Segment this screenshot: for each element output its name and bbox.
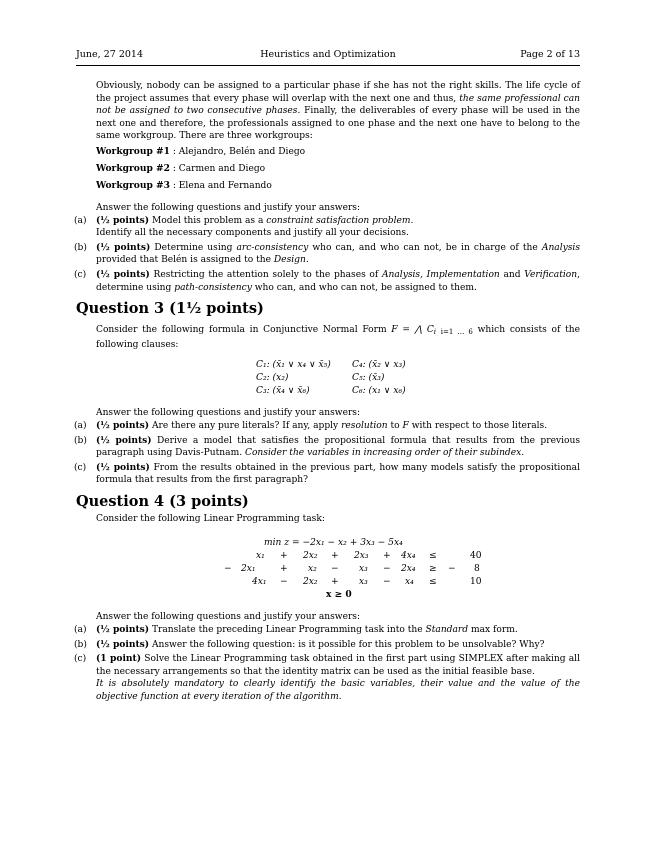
- workgroup-list: [96, 143, 580, 194]
- lp-term: x₂: [308, 564, 317, 575]
- header-rule: [76, 65, 580, 66]
- lp-term: 8: [474, 564, 480, 575]
- text: Restricting the attention solely to the phases of: [149, 269, 382, 280]
- text: Translate the preceding Linear Programming task into the: [149, 625, 426, 636]
- italic-text: Consider the variables in increasing order of their subindex.: [244, 448, 525, 459]
- answer-prompt: Answer the following questions and justify your answers:: [96, 202, 361, 213]
- lp-term: x₁: [256, 551, 265, 562]
- q4-part-a: [74, 624, 580, 637]
- part-label: (a): [74, 215, 87, 226]
- text: .: [305, 255, 309, 266]
- answer-prompt: Answer the following questions and justify your answers:: [96, 408, 361, 419]
- q4-intro: Consider the following Linear Programming task:: [96, 513, 325, 524]
- text: From the results obtained in the previous part, how many models satisfy the propositional formula that results from the first paragraph?: [96, 462, 580, 486]
- lp-term: 2x₁: [241, 564, 256, 575]
- q4-part-b: [74, 638, 580, 652]
- part-label: (b): [74, 242, 87, 253]
- workgroup-members: : Alejandro, Belén and Diego: [169, 146, 306, 157]
- points: (½ points): [96, 419, 150, 431]
- lp-term: ≤: [429, 577, 437, 588]
- workgroup-label: Workgroup #1: [96, 145, 170, 157]
- formula-subscript: i: [433, 328, 437, 337]
- clause: C₁: (x̄₁ ∨ x₄ ∨ x̄₅): [256, 360, 331, 371]
- italic-text: arc-consistency: [236, 242, 309, 253]
- lp-term: 4x₁: [252, 577, 267, 588]
- part-label: (a): [74, 625, 87, 636]
- clause: C₃: (x̄₄ ∨ x̄₆): [256, 386, 310, 397]
- italic-text: Analysis: [541, 242, 581, 253]
- points: (1 point): [96, 653, 142, 665]
- lp-term: +: [280, 551, 288, 562]
- lp-term: 4x₄: [401, 551, 416, 562]
- clause: C₅: (x̄₃): [352, 373, 385, 384]
- lp-term: −: [383, 577, 391, 588]
- lp-term: x₄: [405, 577, 414, 588]
- intro-text-1: Obviously, nobody can be assigned to a particular phase if she has not the right skills. The life cycle of the project assumes that every phase will overlap with the next one and thus,: [96, 81, 580, 104]
- q3-subquestions: [74, 419, 580, 487]
- q2-part-a: [74, 214, 580, 240]
- q2-part-c: [74, 268, 580, 294]
- text: with respect to those literals.: [408, 420, 548, 431]
- workgroup-members: : Carmen and Diego: [169, 163, 266, 174]
- points: (½ points): [96, 434, 152, 446]
- clause: C₆: (x₁ ∨ x₆): [352, 386, 406, 397]
- points: (½ points): [96, 638, 150, 650]
- italic-text: Verification: [524, 269, 578, 280]
- text: max form.: [468, 625, 518, 636]
- lp-term: +: [280, 564, 288, 575]
- lp-term: +: [383, 551, 391, 562]
- lp-objective: min z = −2x₁ − x₂ + 3x₃ − 5x₄: [264, 538, 403, 549]
- text: who can, and who can not, be assigned to them.: [251, 282, 477, 293]
- header-page-number: Page 2 of 13: [520, 49, 580, 60]
- intro-paragraph: [96, 80, 580, 143]
- intro-text-2: . Finally, the deliverables of every phase will be used in the next one and therefore, the professionals assigned to one phase and the next one have to belong to the same workgroup. There are three workgroups:: [96, 106, 580, 142]
- header-title: Heuristics and Optimization: [260, 49, 396, 60]
- text: to: [387, 420, 403, 431]
- points: (½ points): [96, 461, 150, 473]
- points: (½ points): [96, 241, 151, 253]
- lp-term: −: [448, 564, 456, 575]
- text: and: [499, 269, 525, 280]
- text: , determine using: [96, 269, 580, 293]
- question-4-heading: Question 4 (3 points): [76, 492, 249, 510]
- lp-term: 2x₄: [401, 564, 416, 575]
- lp-term: −: [280, 577, 288, 588]
- points: (½ points): [96, 624, 150, 636]
- clause: C₄: (x̄₂ ∨ x₃): [352, 360, 406, 371]
- part-label: (c): [74, 462, 87, 473]
- q4-part-c: [74, 653, 580, 703]
- clause: C₂: (x₂): [256, 373, 289, 384]
- text: Are there any pure literals? If any, apply: [149, 420, 342, 431]
- lp-term: 2x₃: [354, 551, 369, 562]
- text: which consists of the following clauses:: [96, 325, 580, 350]
- intro-italic: the same professional can not be assigned to two consecutive phases: [96, 93, 581, 117]
- lp-term: 2x₂: [303, 577, 318, 588]
- lp-term: −: [331, 564, 339, 575]
- q3-part-b: [74, 434, 580, 460]
- italic-text: It is absolutely mandatory to clearly identify the basic variables, their value and the value of the objective function at every iteration of the algorithm.: [96, 679, 580, 703]
- text: who can, and who can not, be in charge of the: [308, 242, 542, 253]
- lp-term: +: [331, 551, 339, 562]
- italic-text: constraint satisfaction problem: [266, 215, 411, 226]
- italic-text: Analysis, Implementation: [381, 269, 500, 280]
- clause-list: [96, 359, 580, 399]
- text: Model this problem as a: [149, 215, 267, 226]
- italic-text: path-consistency: [174, 282, 252, 293]
- part-label: (c): [74, 269, 87, 280]
- q2-part-b: [74, 241, 581, 267]
- q3-intro: [96, 324, 580, 351]
- workgroup-row: [96, 177, 580, 194]
- q3-part-c: [74, 461, 580, 487]
- workgroup-label: Workgroup #3: [96, 179, 170, 191]
- text: Identify all the necessary components and justify all your decisions.: [96, 228, 409, 239]
- lp-term: +: [331, 577, 339, 588]
- q3-part-a: [74, 419, 580, 433]
- page-content: [74, 80, 581, 706]
- lp-nonnegativity: x ≥ 0: [326, 589, 352, 601]
- q2-subquestions: [74, 214, 581, 295]
- text: after making all the necessary arrangements so that the identity matrix can be used as the initial feasible base.: [96, 654, 580, 677]
- q4-subquestions: [74, 624, 580, 704]
- lp-term: ≤: [429, 551, 437, 562]
- text: provided that Belén is assigned to the: [96, 255, 274, 266]
- answer-prompt: Answer the following questions and justify your answers:: [96, 612, 361, 623]
- text: Consider the following formula in Conjunctive Normal Form: [96, 325, 392, 336]
- text: Determine using: [150, 242, 237, 253]
- part-label: (c): [74, 654, 87, 665]
- workgroup-row: [96, 143, 580, 160]
- italic-text: F: [402, 420, 409, 431]
- text: Answer the following question: is it possible for this problem to be unsolvable? Why?: [149, 639, 545, 650]
- header-date: June, 27 2014: [76, 49, 143, 60]
- part-label: (b): [74, 435, 87, 446]
- lp-term: −: [224, 564, 232, 575]
- workgroup-row: [96, 160, 580, 177]
- workgroup-members: : Elena and Fernando: [169, 180, 272, 191]
- text: Solve the Linear Programming task obtained in the first part using: [141, 654, 459, 665]
- lp-term: x₃: [359, 564, 368, 575]
- smallcaps-text: SIMPLEX: [458, 654, 503, 665]
- part-label: (b): [74, 639, 87, 650]
- lp-term: 10: [470, 577, 482, 588]
- formula: F = ⋀ C: [391, 325, 434, 336]
- text: Derive a model that satisfies the propositional formula that results from the previous paragraph using Davis-Putnam.: [96, 435, 580, 459]
- lp-term: 40: [470, 551, 482, 562]
- italic-text: resolution: [341, 420, 388, 431]
- lp-term: −: [383, 564, 391, 575]
- lp-term: 2x₂: [303, 551, 318, 562]
- lp-term: ≥: [429, 564, 437, 575]
- italic-text: Standard: [425, 625, 469, 636]
- italic-text: Design: [273, 255, 306, 266]
- question-3-heading: Question 3 (1½ points): [76, 300, 264, 318]
- workgroup-label: Workgroup #2: [96, 162, 170, 174]
- lp-term: x₃: [359, 577, 368, 588]
- text: .: [410, 215, 414, 226]
- part-label: (a): [74, 420, 87, 431]
- points: (½ points): [96, 268, 150, 280]
- formula-limits: i=1 … 6: [440, 328, 473, 337]
- lp-task: [96, 533, 580, 601]
- points: (½ points): [96, 214, 150, 226]
